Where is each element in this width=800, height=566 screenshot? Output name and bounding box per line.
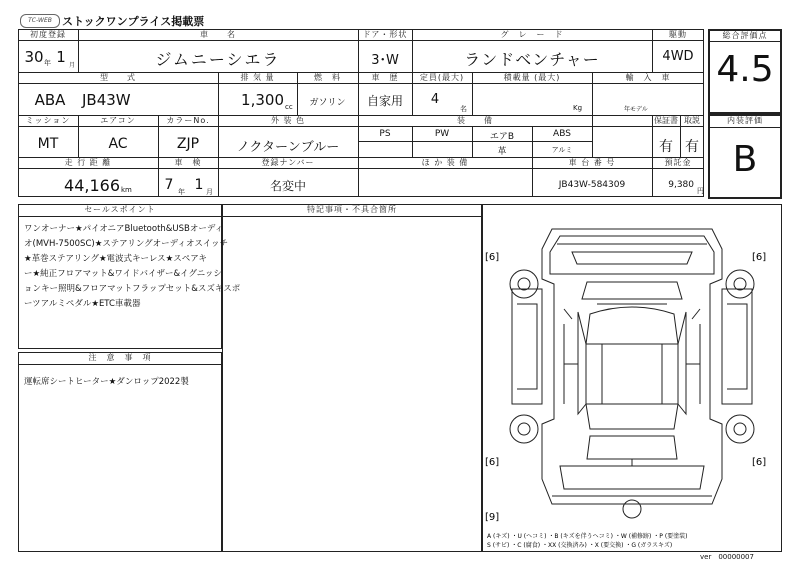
label-notes: 注 意 事 項 bbox=[88, 353, 152, 362]
door-shape: 3･W bbox=[371, 53, 399, 68]
sales-line: ーツアルミペダル★ETC車載器 bbox=[24, 299, 141, 309]
history: 自家用 bbox=[366, 94, 403, 108]
label-other-equipment: ほ か 装 備 bbox=[421, 158, 469, 167]
manual: 有 bbox=[685, 139, 699, 155]
label-overall-score: 総合評価点 bbox=[722, 31, 768, 40]
interior-score: B bbox=[732, 139, 758, 180]
label-import: 輸 入 車 bbox=[625, 73, 671, 82]
spare-tire-tread: [9] bbox=[485, 512, 500, 523]
displacement-unit: cc bbox=[285, 103, 293, 111]
plate: 名変中 bbox=[269, 179, 306, 193]
label-model: 型 式 bbox=[100, 73, 136, 82]
label-displacement: 排 気 量 bbox=[240, 73, 275, 82]
tire-tread-front-right: [6] bbox=[752, 252, 767, 263]
label-equipment: 装 備 bbox=[457, 116, 493, 125]
logo: TC-WEB bbox=[20, 14, 60, 28]
label-first-registration: 初度登録 bbox=[30, 30, 66, 39]
sales-line: オ(MVH-7500SC)★ステアリングオーディオスイッチ bbox=[24, 239, 229, 249]
version-label: ver 00000007 bbox=[700, 553, 754, 561]
reg-month-unit: 月 bbox=[69, 62, 76, 69]
equip-ps: PS bbox=[379, 129, 391, 139]
equip-alloy: アルミ bbox=[551, 146, 573, 154]
legend-line-1: A (キズ) ・U (ヘコミ) ・B (キズを伴うヘコミ) ・W (補修跡) ・P (要塗装) bbox=[487, 533, 688, 540]
tire-tread-rear-right: [6] bbox=[752, 457, 767, 468]
label-interior-score: 内装評価 bbox=[727, 116, 763, 125]
sales-line: ー★純正フロアマット&ワイドバイザー&イグニッシ bbox=[24, 269, 222, 279]
tire-tread-rear-left: [6] bbox=[485, 457, 500, 468]
warranty: 有 bbox=[659, 139, 673, 155]
special-notes-box bbox=[222, 204, 482, 552]
page-title: ストックワンプライス掲載票 bbox=[62, 15, 205, 28]
label-car-name: 車 名 bbox=[200, 30, 236, 39]
equip-leather: 革 bbox=[497, 147, 507, 157]
load-unit: Kg bbox=[573, 104, 583, 112]
mileage: 44,166 bbox=[64, 176, 120, 195]
label-recycle: 預託金 bbox=[664, 158, 692, 167]
label-aircon: エアコン bbox=[100, 116, 136, 125]
label-sales-points: セールスポイント bbox=[84, 205, 156, 214]
sales-points-text bbox=[24, 222, 241, 312]
header bbox=[20, 12, 320, 28]
color-no: ZJP bbox=[176, 136, 200, 152]
label-grade: グ レ ー ド bbox=[500, 30, 564, 39]
tire-tread-front-left: [6] bbox=[485, 252, 500, 263]
fuel: ガソリン bbox=[309, 98, 346, 108]
insp-year: 7 bbox=[164, 177, 174, 193]
car-name: ジムニーシエラ bbox=[155, 50, 281, 69]
chassis-number: JB43W-584309 bbox=[558, 180, 626, 190]
label-exterior-color: 外 装 色 bbox=[270, 116, 306, 125]
label-history: 車 歴 bbox=[371, 73, 399, 82]
exterior-color: ノクターンブルー bbox=[236, 140, 340, 155]
insp-month: 1 bbox=[194, 177, 204, 193]
label-special-notes: 特記事項・不具合箇所 bbox=[307, 205, 397, 214]
label-inspection: 車 検 bbox=[174, 158, 202, 167]
sales-line: ★革巻ステアリング★電波式キーレス★スペアキ bbox=[24, 254, 207, 264]
sales-line: ワンオーナー★パイオニアBluetooth&USBオーディ bbox=[24, 224, 224, 234]
label-warranty: 保証書 bbox=[654, 116, 678, 125]
overall-score: 4.5 bbox=[716, 49, 774, 90]
recycle-unit: 円 bbox=[697, 187, 704, 195]
equip-airbag: エアB bbox=[489, 132, 515, 142]
reg-year: 30 bbox=[24, 48, 44, 66]
mileage-unit: km bbox=[121, 186, 132, 194]
insp-year-unit: 年 bbox=[178, 188, 185, 196]
grade: ランドベンチャー bbox=[464, 50, 600, 69]
insp-month-unit: 月 bbox=[206, 188, 213, 196]
label-plate: 登録ナンバー bbox=[261, 158, 315, 167]
label-manual: 取説 bbox=[684, 116, 700, 125]
import-note: 年モデル bbox=[624, 106, 648, 113]
equip-abs: ABS bbox=[553, 129, 571, 139]
label-fuel: 燃 料 bbox=[314, 73, 341, 82]
label-chassis: 車 台 番 号 bbox=[568, 158, 616, 167]
drive: 4WD bbox=[662, 49, 694, 64]
capacity-unit: 名 bbox=[460, 105, 467, 113]
car-damage-diagram bbox=[482, 204, 782, 552]
label-capacity: 定員(最大) bbox=[419, 73, 465, 82]
reg-month: 1 bbox=[56, 48, 66, 66]
aircon: AC bbox=[108, 136, 128, 152]
mission: MT bbox=[37, 136, 59, 152]
model: JB43W bbox=[82, 91, 131, 109]
label-color-no: カラーNo. bbox=[166, 116, 210, 125]
recycle-deposit: 9,380 bbox=[668, 180, 694, 190]
label-drive: 駆動 bbox=[669, 30, 687, 39]
equip-pw: PW bbox=[434, 129, 450, 139]
capacity: 4 bbox=[430, 92, 440, 107]
label-door-shape: ドア・形状 bbox=[362, 30, 408, 39]
label-mileage: 走 行 距 離 bbox=[64, 158, 112, 167]
displacement: 1,300 bbox=[241, 91, 284, 109]
label-mission: ミッション bbox=[25, 116, 71, 125]
reg-year-unit: 年 bbox=[44, 59, 51, 67]
label-load: 積載量 (最大) bbox=[503, 73, 561, 82]
legend-line-2: S (サビ) ・C (腐食) ・XX (交換済み) ・X (要交換) ・G (ガラスキズ) bbox=[487, 542, 673, 549]
model-prefix: ABA bbox=[34, 91, 66, 109]
notes-text: 運転席シートヒーター★ダンロップ2022製 bbox=[24, 377, 189, 387]
sales-line: ョンキー照明&フロアマットフラップセット&スズキスポ bbox=[24, 284, 241, 294]
